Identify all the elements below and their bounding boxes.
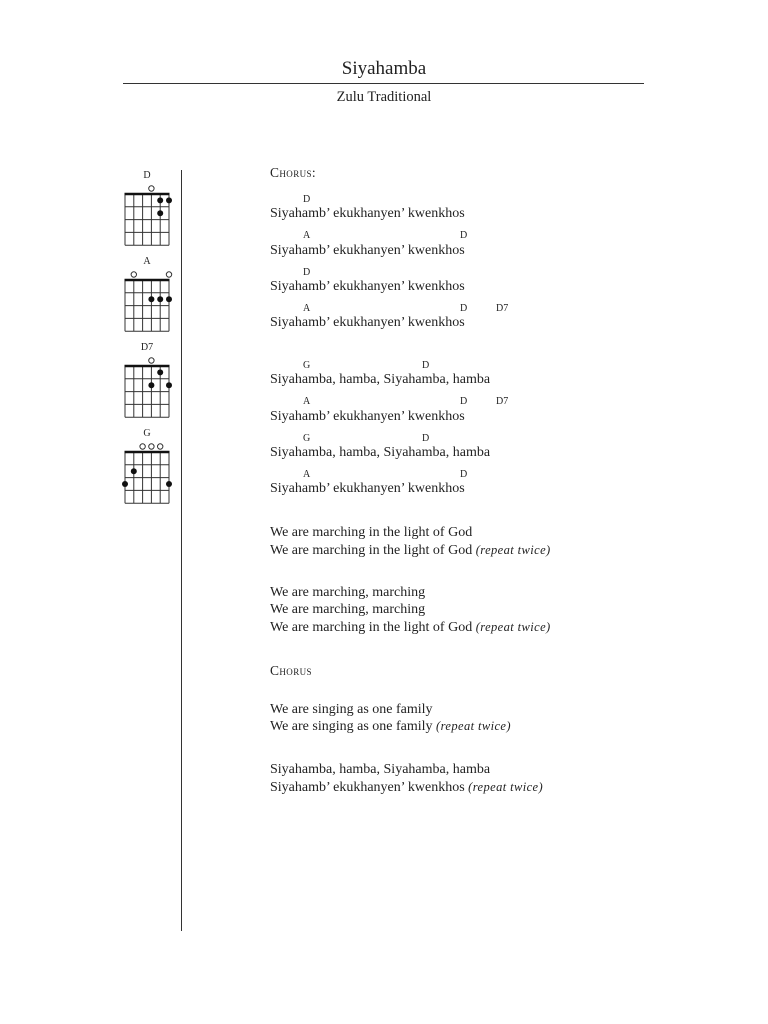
chord-row <box>270 396 630 408</box>
chord-row <box>270 469 630 481</box>
open-string-marker <box>140 444 145 449</box>
verse-line <box>270 779 543 796</box>
lyric-line: Siyahamb’ ekukhanyen’ kwenkhos <box>270 243 465 258</box>
finger-dot <box>157 197 163 203</box>
chord-diagram-a <box>122 255 178 333</box>
open-string-marker <box>131 272 136 277</box>
verse-text: We are marching, marching <box>270 585 426 600</box>
verse-line <box>270 602 425 618</box>
verse-text: Siyahamba, hamba, Siyahamba, hamba <box>270 762 491 777</box>
chord-label: D7 <box>496 303 509 314</box>
chord-label: A <box>303 303 311 314</box>
finger-dot <box>148 382 154 388</box>
finger-dot <box>131 468 137 474</box>
repeat-note: (repeat twice) <box>468 780 544 794</box>
chord-label: G <box>303 433 311 444</box>
chord-row <box>270 360 630 372</box>
chord-column-divider <box>181 170 182 931</box>
open-string-marker <box>166 272 171 277</box>
open-string-marker <box>149 186 154 191</box>
chord-label: D <box>460 303 468 314</box>
chord-row <box>270 303 630 315</box>
song-title: Siyahamba <box>341 58 427 79</box>
verse-text: We are marching, marching <box>270 602 426 617</box>
chord-label: D <box>460 230 468 241</box>
chord-name-label: D <box>143 170 151 181</box>
repeat-note: (repeat twice) <box>475 543 551 557</box>
chord-diagram-d-svg <box>122 169 178 247</box>
song-subtitle: Zulu Traditional <box>336 89 432 105</box>
open-string-marker <box>158 444 163 449</box>
lyric-line: Siyahamba, hamba, Siyahamba, hamba <box>270 372 491 387</box>
lyric-line: Siyahamb’ ekukhanyen’ kwenkhos <box>270 206 465 221</box>
chord-label: D <box>460 396 468 407</box>
chord-diagram-g-svg <box>122 427 178 505</box>
verse-line <box>270 718 511 735</box>
verse-text: We are singing as one family <box>270 702 433 717</box>
chord-name-label: A <box>143 256 151 267</box>
chord-diagram-d7 <box>122 341 178 419</box>
lyric-line: Siyahamb’ ekukhanyen’ kwenkhos <box>270 279 465 294</box>
chorus-marker: Chorus <box>270 663 312 678</box>
verse-line <box>270 702 433 718</box>
finger-dot <box>157 210 163 216</box>
chord-row <box>270 230 630 242</box>
chord-row <box>270 194 630 206</box>
finger-dot <box>148 296 154 302</box>
verse-line <box>270 542 551 559</box>
lyric-line: Siyahamb’ ekukhanyen’ kwenkhos <box>270 409 465 424</box>
verse-text: We are singing as one family <box>270 719 433 734</box>
finger-dot <box>166 197 172 203</box>
chord-diagram-d <box>122 169 178 247</box>
chord-label: A <box>303 396 311 407</box>
finger-dot <box>122 481 128 487</box>
chord-label: A <box>303 469 311 480</box>
finger-dot <box>157 369 163 375</box>
finger-dot <box>166 481 172 487</box>
verse-text: We are marching in the light of God <box>270 525 473 540</box>
repeat-note: (repeat twice) <box>475 620 551 634</box>
verse-text: We are marching in the light of God <box>270 620 473 635</box>
chord-name-label: D7 <box>140 342 154 353</box>
chord-label: A <box>303 230 311 241</box>
chord-label: G <box>303 360 311 371</box>
chord-label: D <box>460 469 468 480</box>
verse-line <box>270 525 472 541</box>
chord-label: D <box>303 267 311 278</box>
lyric-line: Siyahamba, hamba, Siyahamba, hamba <box>270 445 491 460</box>
chord-diagram-d7-svg <box>122 341 178 419</box>
chord-name-label: G <box>143 428 151 439</box>
verse-text: We are marching in the light of God <box>270 543 473 558</box>
repeat-note: (repeat twice) <box>436 719 511 733</box>
lyric-line: Siyahamb’ ekukhanyen’ kwenkhos <box>270 481 465 496</box>
verse-text: Siyahamb’ ekukhanyen’ kwenkhos <box>270 780 465 795</box>
chord-label: D <box>303 194 311 205</box>
title-divider <box>123 83 644 84</box>
lyric-line: Siyahamb’ ekukhanyen’ kwenkhos <box>270 315 465 330</box>
verse-line <box>270 619 551 636</box>
chord-row <box>270 433 630 445</box>
open-string-marker <box>149 444 154 449</box>
verse-line <box>270 585 425 601</box>
verse-line <box>270 762 490 778</box>
chord-diagram-g <box>122 427 178 505</box>
chord-label: D <box>422 433 430 444</box>
finger-dot <box>157 296 163 302</box>
open-string-marker <box>149 358 154 363</box>
finger-dot <box>166 296 172 302</box>
finger-dot <box>166 382 172 388</box>
chord-label: D <box>422 360 430 371</box>
chord-diagram-a-svg <box>122 255 178 333</box>
chord-row <box>270 267 630 279</box>
chord-label: D7 <box>496 396 509 407</box>
chorus-heading: Chorus: <box>270 165 317 180</box>
